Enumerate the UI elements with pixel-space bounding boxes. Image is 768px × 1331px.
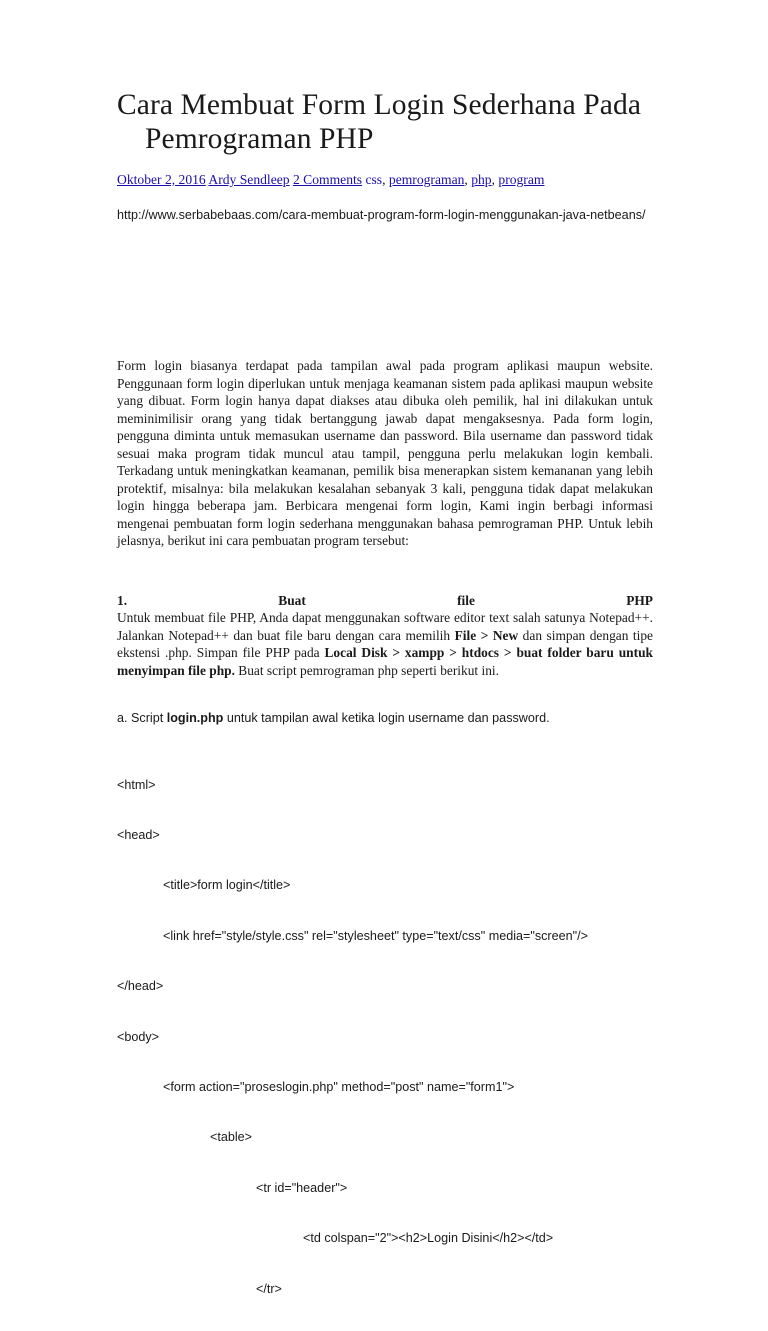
script-filename: login.php — [166, 711, 224, 725]
code-line: <link href="style/style.css" rel="stylesheet" type="text/css" media="screen"/> — [163, 928, 588, 943]
code-line: <head> — [117, 827, 160, 842]
script-label-text: a. Script — [117, 711, 167, 725]
step-text: Buat script pemrograman php seperti berikut ini. — [234, 662, 499, 678]
intro-paragraph: Form login biasanya terdapat pada tampilan awal pada program aplikasi maupun website. Penggunaan form login diperlukan untuk menjaga keamanan sistem pada aplikasi maupun website yang dibuat. Form login hanya dapat diakses atau dibuka oleh pemilik, hal ini dilakukan untuk meminimilisir orang yang tidak bertanggung jawab dapat mengaksesnya. Pada form login, pengguna diminta untuk memasukan username dan password. Bila username dan password tidak sesuai maka program tidak muncul atau tampil, pengguna perlu melakukan login kembali. Terkadang untuk meningkatkan keamanan, pemilik bisa menerapkan sistem kemananan yang lebih protektif, misalnya: bila melakukan kesalahan sebanyak 3 kali, pengguna tidak dapat melakukan login hingga beberapa jam. Berbicara mengenai form login, Kami ingin berbagi informasi mengenai pembuatan form login sederhana menggunakan bahasa pemrograman PHP. Untuk lebih jelasnya, berikut ini cara pembuatan program tersebut: — [117, 358, 653, 548]
menu-path: File > New — [454, 627, 519, 643]
step-1-paragraph — [117, 609, 653, 679]
folder-path: Local Disk > xampp > htdocs > buat folder baru untuk menyimpan file php. — [117, 645, 653, 678]
step-1-heading — [117, 592, 653, 610]
tag-css-link[interactable]: css — [365, 172, 383, 187]
code-line: <tr id="header"> — [256, 1180, 348, 1195]
code-line: </head> — [117, 979, 164, 994]
source-url: http://www.serbabebaas.com/cara-membuat-program-form-login-menggunakan-java-netbeans/ — [117, 208, 646, 222]
script-label-text: untuk tampilan awal ketika login username dan password. — [223, 711, 550, 725]
script-a-label — [117, 710, 653, 727]
step-number: 1. — [117, 593, 128, 608]
comments-link[interactable]: 2 Comments — [292, 172, 363, 187]
step-word: PHP — [626, 593, 653, 608]
code-line: <form action="proseslogin.php" method="post" name="form1"> — [163, 1079, 515, 1094]
step-text: dan simpan dengan tipe ekstensi .php. Simpan file PHP pada — [117, 627, 654, 660]
code-block — [117, 743, 677, 1331]
step-word: Buat — [278, 593, 306, 608]
code-line: <table> — [210, 1130, 253, 1145]
code-line: <td colspan="2"><h2>Login Disini</h2></td> — [303, 1231, 554, 1246]
step-text: Untuk membuat file PHP, Anda dapat menggunakan software editor text salah satunya Notepad++. Jalankan Notepad++ dan buat file baru dengan cara memilih — [117, 610, 653, 643]
page-title: Cara Membuat Form Login Sederhana Pada Pemrograman PHP — [117, 89, 642, 155]
code-line: <html> — [117, 777, 156, 792]
post-date-link[interactable]: Oktober 2, 2016 — [117, 172, 206, 187]
code-line: <title>form login</title> — [163, 878, 291, 893]
author-link[interactable]: Ardy Sendleep — [208, 172, 290, 187]
code-line: <body> — [117, 1029, 160, 1044]
step-word: file — [457, 593, 475, 608]
tag-pemrograman-link[interactable]: pemrograman — [388, 172, 465, 187]
post-meta — [117, 171, 657, 189]
tag-separator: , — [382, 172, 389, 187]
tag-program-link[interactable]: program — [498, 172, 545, 187]
tag-separator: , — [464, 172, 472, 187]
tag-php-link[interactable]: php — [471, 172, 492, 187]
tag-separator: , — [491, 172, 499, 187]
code-line: </tr> — [256, 1281, 282, 1296]
